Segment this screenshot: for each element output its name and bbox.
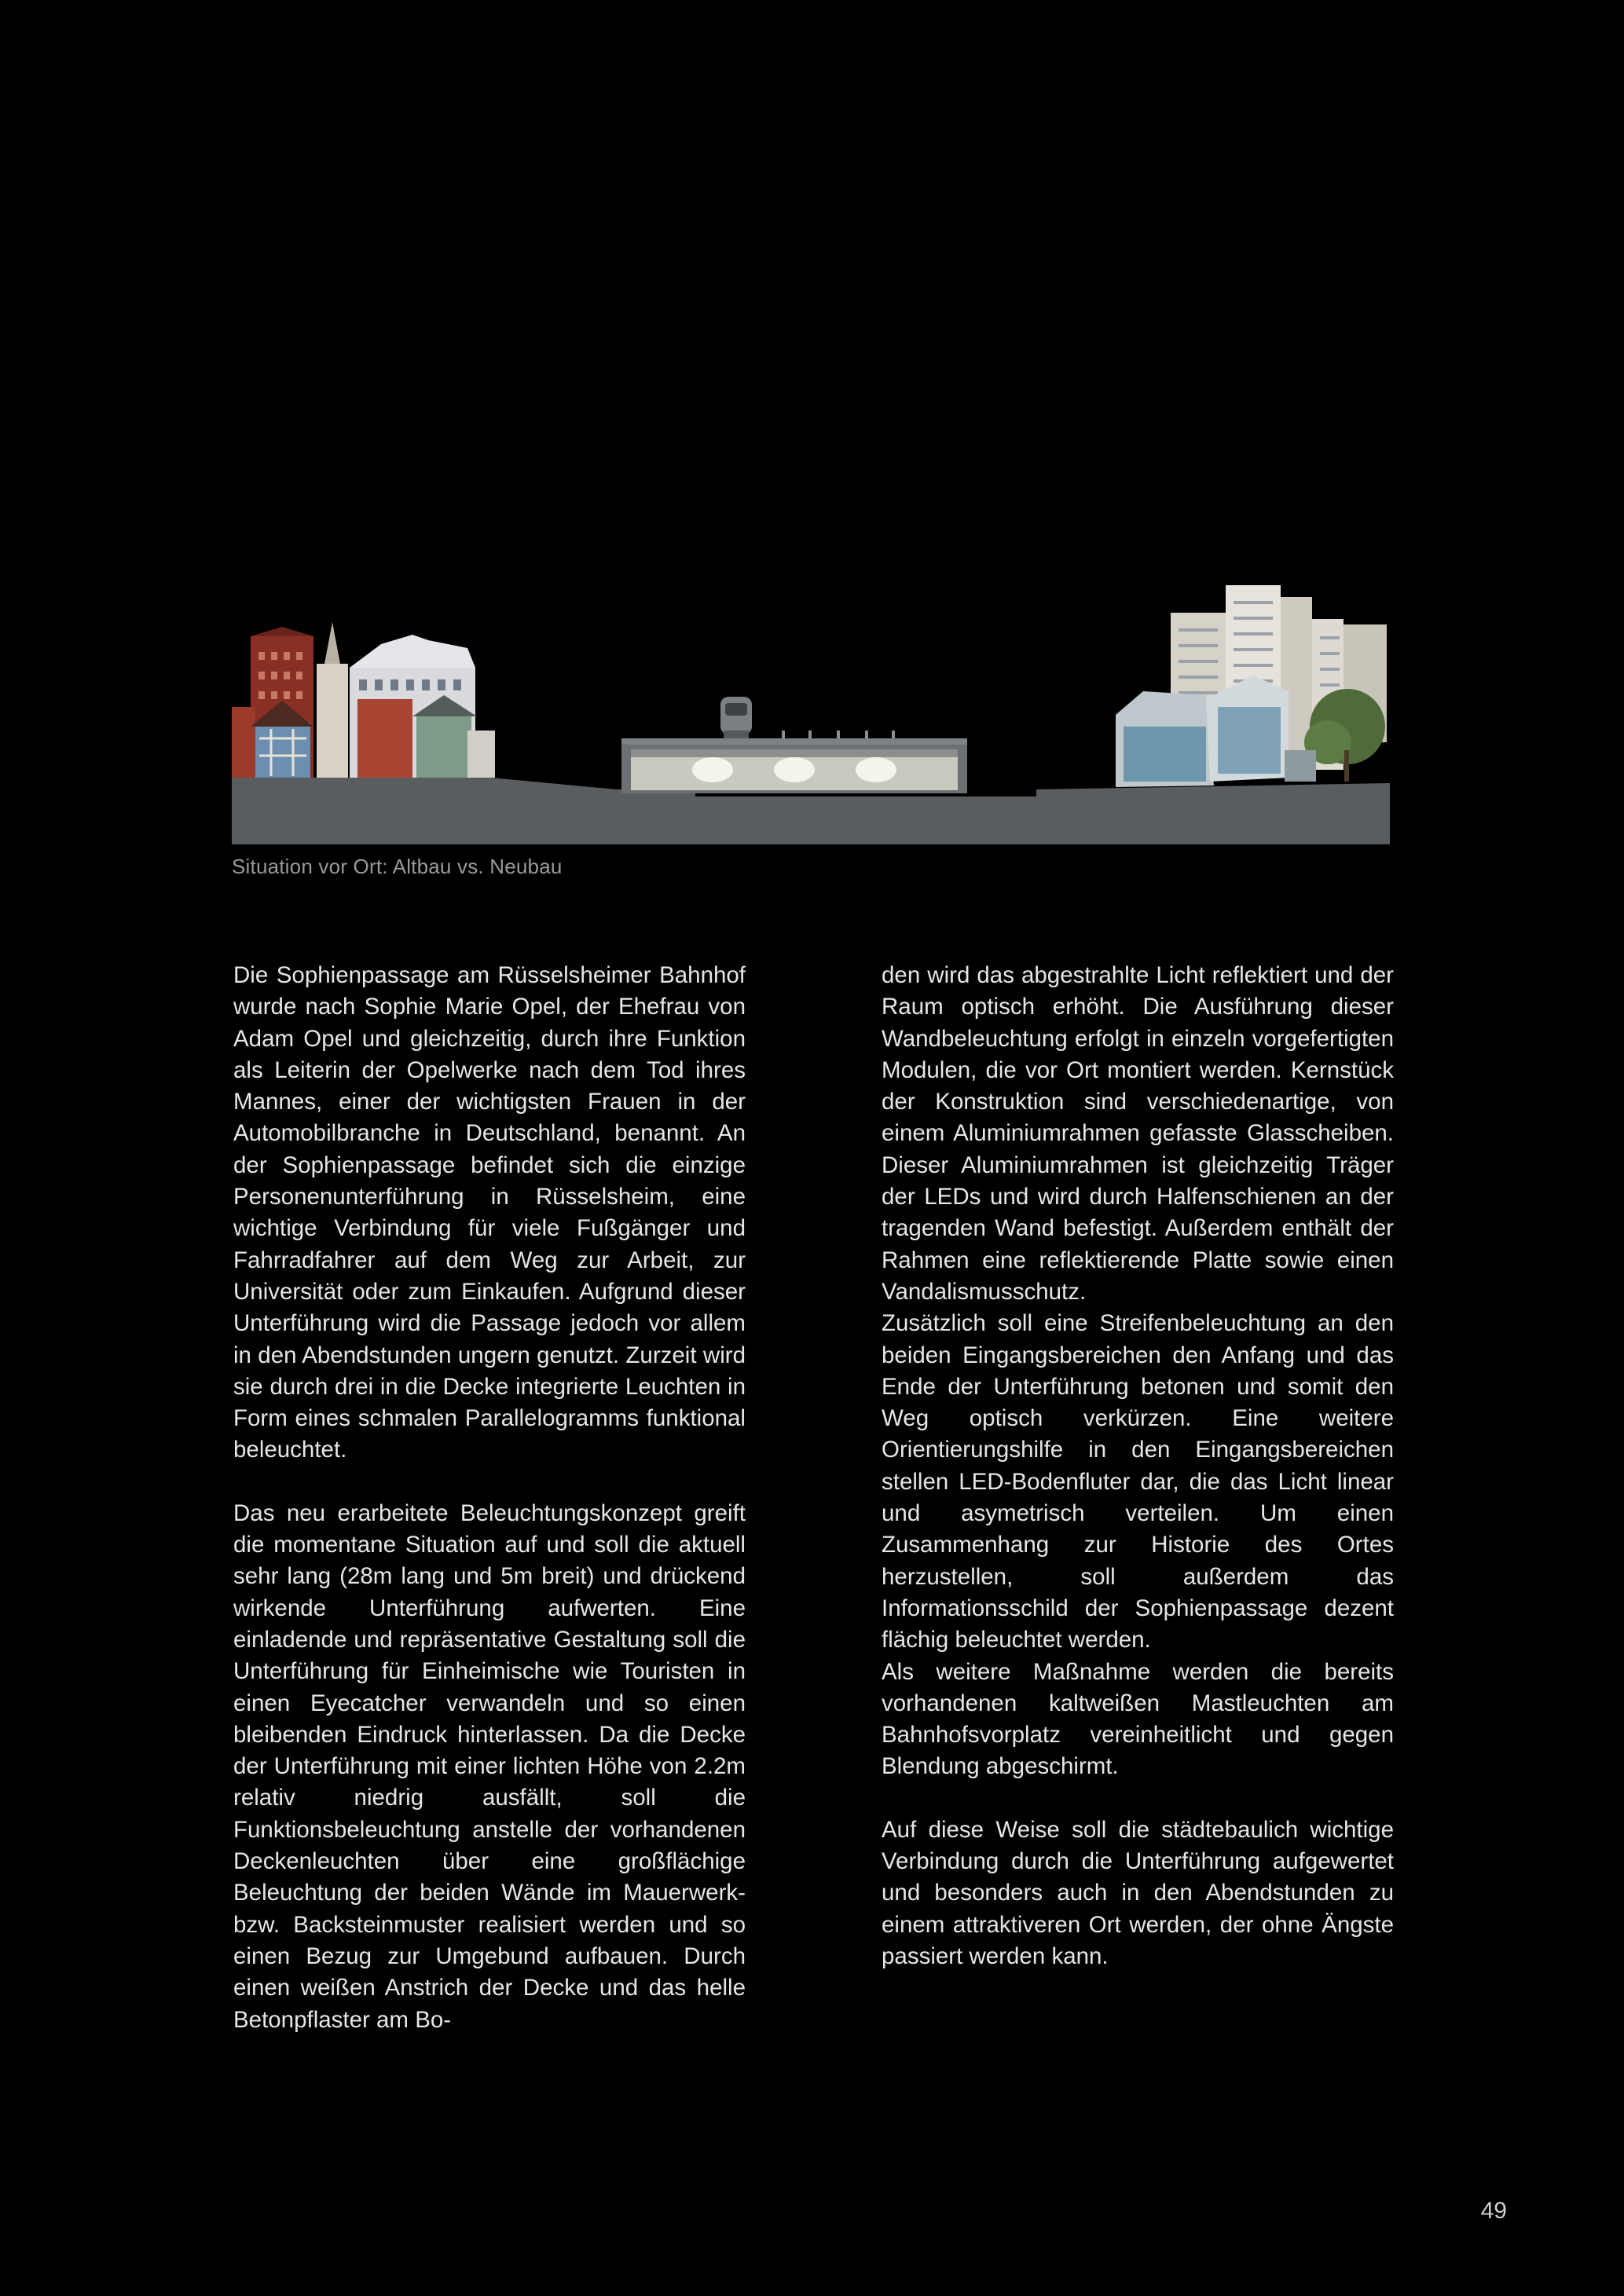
left-text-column [233,960,746,2036]
body-paragraph: Die Sophienpassage am Rüsselsheimer Bahnhof wurde nach Sophie Marie Opel, der Ehefrau von Adam Opel und gleichzeitig, durch ihre Funktion als Leiterin der Opelwerke nach dem Tod ihres Mannes, einer der wichtigsten Frauen in der Automobilbranche in Deutschland, benannt. An der Sophienpassage befindet sich die einzige Personenunterführung in Rüsselsheim, eine wichtige Verbindung für viele Fußgänger und Fahrradfahrer auf dem Weg zur Arbeit, zur Universität oder zum Einkaufen. Aufgrund dieser Unterführung wird die Passage jedoch vor allem in den Abendstunden ungern genutzt. Zurzeit wird sie durch drei in die Decke integrierte Leuchten in Form eines schmalen Parallelogramms funktional beleuchtet. [233,962,746,1463]
site-section-figure [232,581,1390,844]
site-section-illustration [232,581,1390,844]
old-buildings-collage [232,622,495,778]
new-buildings-collage [1116,585,1387,787]
body-paragraph: den wird das abgestrahlte Licht reflektiert und der Raum optisch erhöht. Die Ausführung dieser Wandbeleuchtung erfolgt in einzeln vorgefertigten Modulen, die vor Ort montiert werden. Kernstück der Konstruktion sind verschiedenartige, von einem Aluminiumrahmen gefasste Glasscheiben. Dieser Aluminiumrahmen ist gleichzeitig Träger der LEDs und wird durch Halfenschienen an der tragenden Wand befestigt. Außerdem enthält der Rahmen eine reflektierende Platte sowie einen Vandalismusschutz. [882,962,1394,1305]
figure-caption: Situation vor Ort: Altbau vs. Neubau [232,855,563,878]
body-paragraph: Das neu erarbeitete Beleuchtungskonzept greift die momentane Situation auf und soll die aktuell sehr lang (28m lang und 5m breit) und drückend wirkende Unterführung aufwerten. Eine einladende und repräsentative Gestaltung soll die Unterführung für Einheimische wie Touristen in einen Eyecatcher verwandeln und so einen bleibenden Eindruck hinterlassen. Da die Decke der Unterführung mit einer lichten Höhe von 2.2m relativ niedrig ausfällt, soll die Funktionsbeleuchtung anstelle der vorhandenen Deckenleuchten über eine großflächige Beleuchtung der beiden Wände im Mauerwerk- bzw. Backsteinmuster realisiert werden und so einen Bezug zur Umgebund aufbauen. Durch einen weißen Anstrich der Decke und das helle Betonpflaster am Bo- [233,1500,746,2033]
body-paragraph: Als weitere Maßnahme werden die bereits vorhandenen kaltweißen Mastleuchten am Bahnhofsvorplatz vereinheitlicht und gegen Blendung abgeschirmt. [882,1658,1394,1780]
body-paragraph: Auf diese Weise soll die städtebaulich wichtige Verbindung durch die Unterführung aufgewertet und besonders auch in den Abendstunden zu einem attraktiveren Ort werden, der ohne Ängste passiert werden kann. [882,1816,1394,1969]
body-paragraph: Zusätzlich soll eine Streifenbeleuchtung an den beiden Eingangsbereichen den Anfang und das Ende der Unterführung betonen und somit den Weg optisch verkürzen. Eine weitere Orientierungshilfe in den Eingangsbereichen stellen LED-Bodenfluter dar, die das Licht linear und asymetrisch verteilen. Um einen Zusammenhang zur Historie des Ortes herzustellen, soll außerdem das Informationsschild der Sophienpassage dezent flächig beleuchtet werden. [882,1310,1394,1653]
right-text-column [882,960,1394,1972]
rail-posts [782,731,895,738]
train-icon [720,697,752,738]
page-number: 49 [1480,2198,1507,2224]
underpass-section [621,738,967,793]
